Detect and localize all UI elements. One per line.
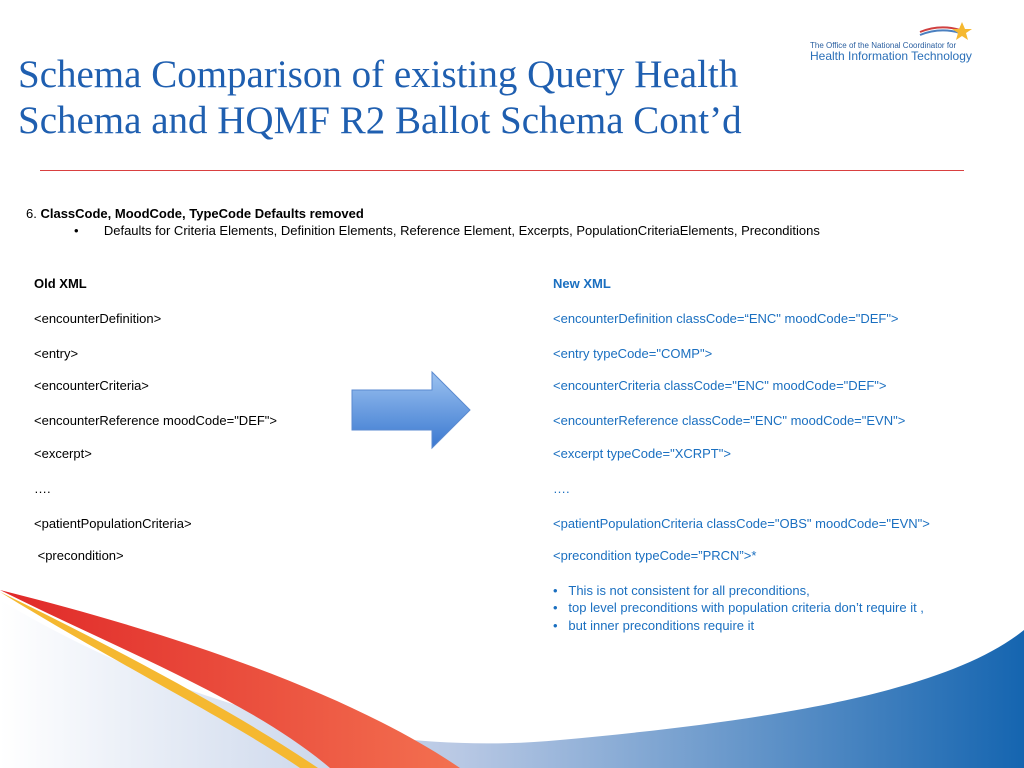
section-heading-text: ClassCode, MoodCode, TypeCode Defaults removed (40, 206, 364, 221)
old-xml-row: <patientPopulationCriteria> (34, 516, 192, 531)
onc-logo (810, 20, 980, 70)
new-xml-row: <encounterCriteria classCode="ENC" moodCode="DEF"> (553, 378, 887, 393)
slide-title (18, 52, 742, 144)
old-xml-row: …. (34, 481, 51, 496)
new-xml-row: <precondition typeCode=”PRCN”>* (553, 548, 757, 563)
note-item: • top level preconditions with population criteria don’t require it , (553, 600, 924, 615)
logo-line1: The Office of the National Coordinator for (810, 41, 957, 50)
title-divider (40, 170, 964, 171)
old-xml-row: <encounterCriteria> (34, 378, 149, 393)
new-xml-row: <patientPopulationCriteria classCode="OBS" moodCode="EVN"> (553, 516, 930, 531)
old-xml-row: <precondition> (34, 548, 124, 563)
old-xml-row: <excerpt> (34, 446, 92, 461)
new-xml-row: <encounterDefinition classCode=“ENC" moodCode="DEF"> (553, 311, 899, 326)
new-xml-header: New XML (553, 276, 611, 291)
new-xml-row: <encounterReference classCode="ENC" moodCode="EVN"> (553, 413, 906, 428)
new-xml-row: …. (553, 481, 570, 496)
old-xml-header: Old XML (34, 276, 87, 291)
note-text: but inner preconditions require it (568, 618, 755, 633)
old-xml-row: <entry> (34, 346, 79, 361)
section-bullet: • Defaults for Criteria Elements, Definition Elements, Reference Element, Excerpts, PopulationCriteriaElements, Preconditions (74, 223, 820, 238)
arrow-right-icon (352, 372, 470, 448)
note-item: • This is not consistent for all preconditions, (553, 583, 810, 598)
old-xml-row: <encounterDefinition> (34, 311, 162, 326)
new-xml-row: <entry typeCode="COMP"> (553, 346, 713, 361)
new-xml-row: <excerpt typeCode="XCRPT"> (553, 446, 731, 461)
note-text: This is not consistent for all preconditions, (568, 583, 810, 598)
old-xml-row: <encounterReference moodCode="DEF"> (34, 413, 278, 428)
section-heading (26, 206, 364, 221)
note-text: top level preconditions with population criteria don’t require it , (568, 600, 924, 615)
section-bullet-text: Defaults for Criteria Elements, Definition Elements, Reference Element, Excerpts, PopulationCriteriaElements, Preconditions (103, 223, 820, 238)
logo-line2: Health Information Technology (810, 49, 972, 63)
star-swoosh-icon (810, 20, 980, 42)
note-item: • but inner preconditions require it (553, 618, 755, 633)
title-line: Schema and HQMF R2 Ballot Schema Cont’d (18, 99, 742, 142)
section-number: 6. (26, 206, 37, 221)
title-line: Schema Comparison of existing Query Health (18, 53, 739, 96)
